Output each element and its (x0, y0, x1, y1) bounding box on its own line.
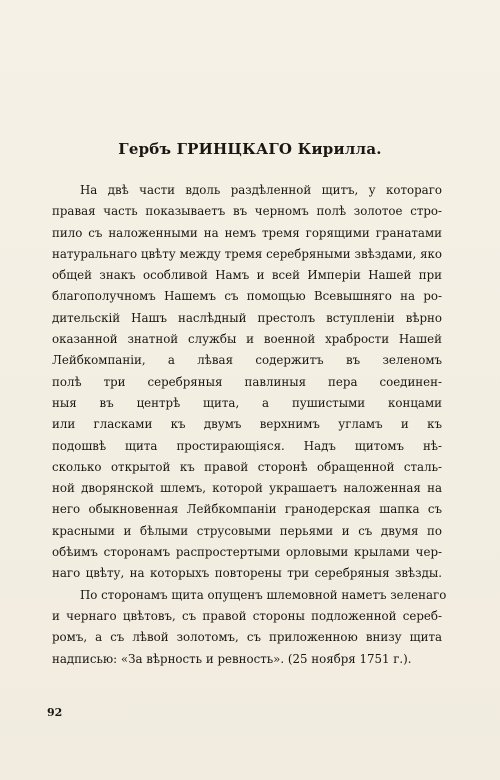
text-line: общей знакъ особливой Намъ и всей Имперіи Нашей при (52, 268, 442, 283)
text-line: ромъ, а съ лѣвой золотомъ, съ приложенною внизу щита (52, 630, 442, 645)
text-line: наго цвѣту, на которыхъ повторены три серебряныя звѣзды. (52, 566, 442, 581)
body-paragraph (52, 180, 447, 670)
text-line: благополучномъ Нашемъ съ помощью Всевышняго на ро- (52, 289, 442, 304)
text-line: него обыкновенная Лейбкомпаніи гранодерская шапка съ (52, 502, 442, 517)
text-line: красными и бѣлыми струсовыми перьями и съ двумя по (52, 523, 442, 538)
text-line: правая часть показываетъ въ черномъ полѣ золотое стро- (52, 204, 442, 219)
text-line: ныя въ центрѣ щита, а пушистыми концами (52, 395, 442, 410)
text-line: сколько открытой къ правой сторонѣ обращенной сталь- (52, 459, 442, 474)
text-line: пило съ наложенными на немъ тремя горящими гранатами (52, 225, 442, 240)
text-line: полѣ три серебряныя павлиныя пера соединен- (52, 374, 442, 389)
text-line: надписью: «За вѣрность и ревность». (25 ноября 1751 г.). (52, 651, 412, 666)
text-line: подошвѣ щита простирающіяся. Надъ щитомъ нѣ- (52, 438, 442, 453)
text-line: По сторонамъ щита опущенъ шлемовной наметъ зеленаго (80, 587, 447, 602)
text-line: натуральнаго цвѣту между тремя серебряными звѣздами, яко (52, 246, 442, 261)
text-line: ной дворянской шлемъ, которой украшаетъ наложенная на (52, 481, 442, 496)
text-line: обѣимъ сторонамъ распростертыми орловыми крылами чер- (52, 545, 442, 560)
text-line: На двѣ части вдоль раздѣленной щитъ, у котораго (80, 183, 442, 197)
text-line: дительскій Нашъ наслѣдный престолъ вступленіи вѣрно (52, 310, 442, 325)
page-number: 92 (47, 706, 63, 719)
text-line: и чернаго цвѣтовъ, съ правой стороны подложенной сереб- (52, 608, 442, 623)
heading-title: Гербъ ГРИНЦКАГО Кирилла. (118, 140, 382, 158)
text-line: оказанной знатной службы и военной храбрости Нашей (52, 332, 442, 347)
text-line: или гласками къ двумъ верхнимъ угламъ и къ (52, 417, 442, 432)
text-line: Лейбкомпаніи, а лѣвая содержитъ въ зеленомъ (52, 353, 442, 368)
